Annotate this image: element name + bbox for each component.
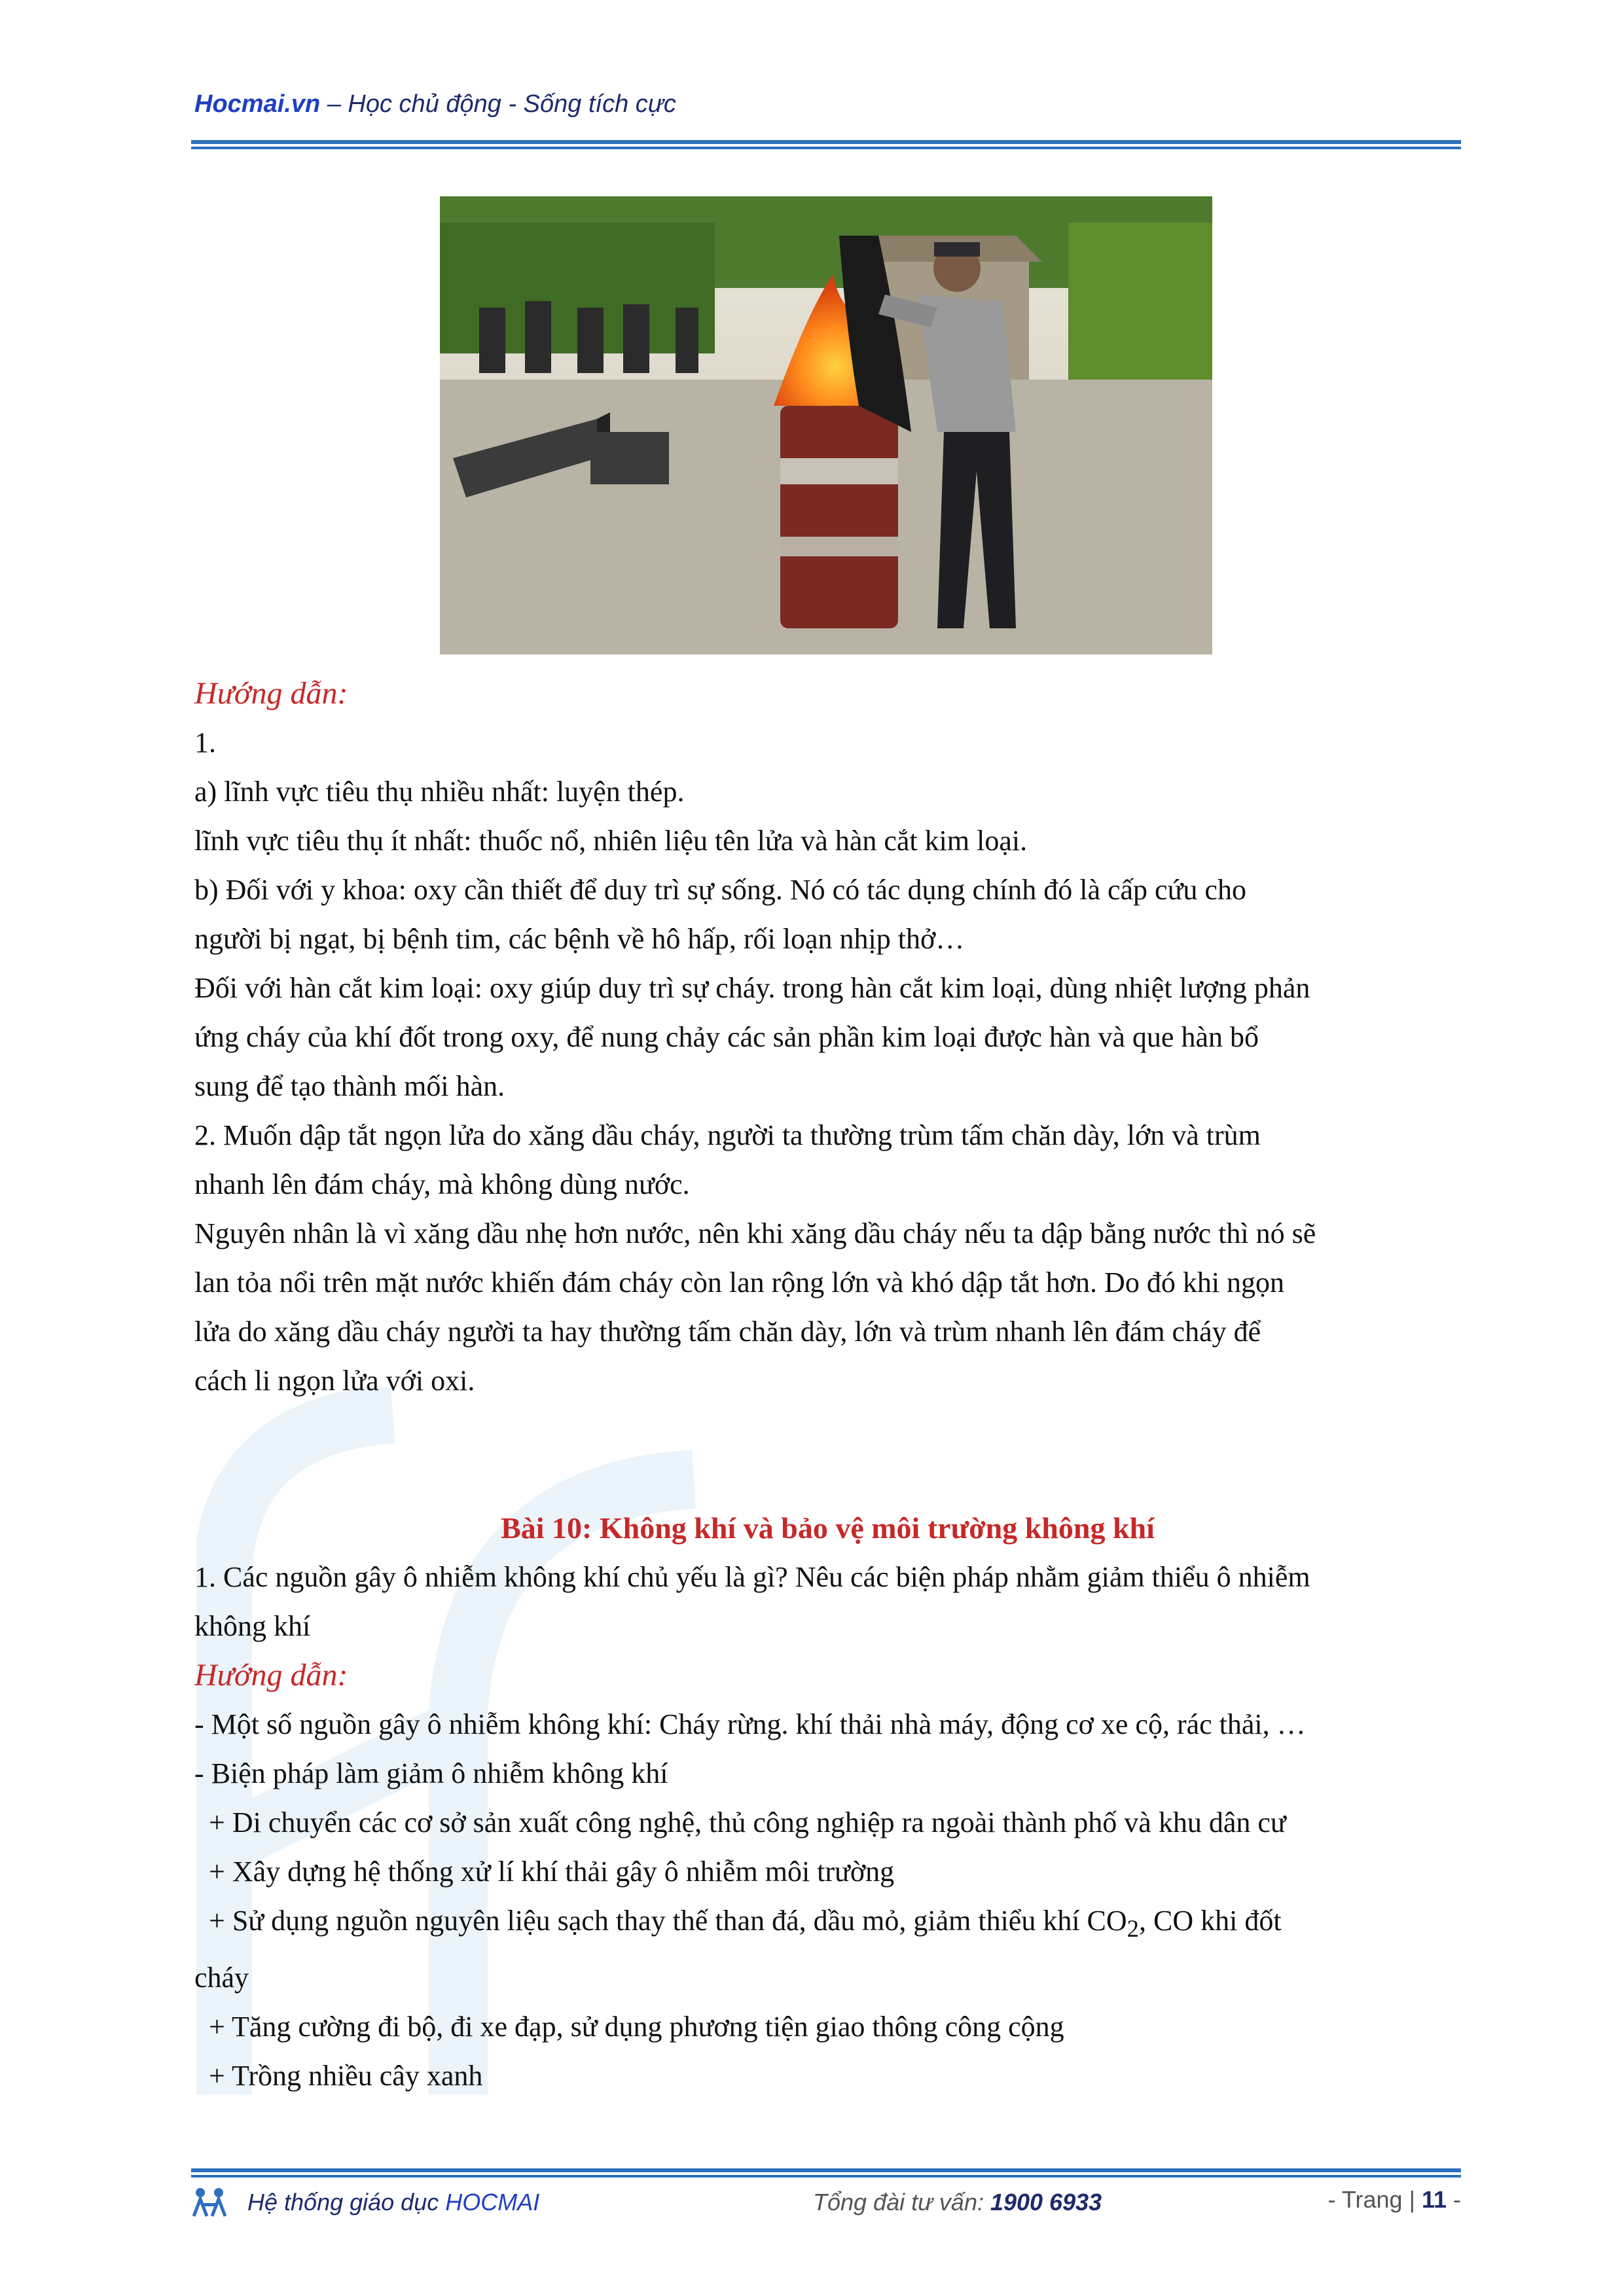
footer-rule-thin [191,2175,1461,2178]
page-header [194,90,676,118]
page-number-pre: - Trang | [1327,2186,1422,2213]
text-line: b) Đối với y khoa: oxy cần thiết để duy trì sự sống. Nó có tác dụng chính đó là cấp cứu cho [194,874,1246,906]
text-line: nhanh lên đám cháy, mà không dùng nước. [194,1168,690,1200]
page-number [1328,2186,1461,2214]
answer-line: + Di chuyển các cơ sở sản xuất công nghệ, thủ công nghiệp ra ngoài thành phố và khu dân cư [209,1806,1286,1839]
footer-hotline-label: Tổng đài tư vấn: [813,2189,990,2215]
page-number-value: 11 [1421,2186,1447,2213]
answer-line: + Trồng nhiều cây xanh [209,2059,483,2092]
text-line: ứng cháy của khí đốt trong oxy, để nung chảy các sản phần kim loại được hàn và que hàn bổ [194,1021,1259,1053]
text-line: lĩnh vực tiêu thụ ít nhất: thuốc nổ, nhiên liệu tên lửa và hàn cắt kim loại. [194,825,1028,857]
guide-label-1: Hướng dẫn: [194,676,348,711]
co2-text-post: , CO khi đốt [1139,1905,1282,1937]
header-rule-thin [191,147,1461,149]
main-content [194,669,1461,2100]
fire-blanket-photo [440,196,1212,655]
text-line: sung để tạo thành mối hàn. [194,1070,505,1102]
question-line: 1. Các nguồn gây ô nhiễm không khí chủ yếu là gì? Nêu các biện pháp nhằm giảm thiểu ô nhiễm [194,1561,1310,1593]
footer-brand: HOCMAI [445,2189,540,2215]
text-line: Nguyên nhân là vì xăng dầu nhẹ hơn nước, nên khi xăng dầu cháy nếu ta dập bằng nước thì nó sẽ [194,1217,1316,1249]
answer-line: - Biện pháp làm giảm ô nhiễm không khí [194,1757,668,1789]
footer-system [247,2189,539,2216]
header-brand: Hocmai.vn [194,90,321,118]
page-footer [191,2183,1461,2223]
header-tagline: – Học chủ động - Sống tích cực [320,90,676,118]
text-line: cách li ngọn lửa với oxi. [194,1365,475,1397]
co2-text-pre: + Sử dụng nguồn nguyên liệu sạch thay thế than đá, dầu mỏ, giảm thiểu khí CO [209,1905,1127,1937]
guide-label-2: Hướng dẫn: [194,1658,348,1693]
text-line: lửa do xăng dầu cháy người ta hay thường tấm chăn dày, lớn và trùm nhanh lên đám cháy để [194,1316,1261,1348]
section-title: Bài 10: Không khí và bảo vệ môi trường không khí [501,1511,1155,1545]
text-line: 2. Muốn dập tắt ngọn lửa do xăng dầu cháy, người ta thường trùm tấm chăn dày, lớn và trùm [194,1119,1261,1151]
hocmai-logo-icon [191,2183,228,2220]
footer-hotline [813,2189,1102,2216]
answer-line: cháy [194,1961,249,1994]
answer-line: - Một số nguồn gây ô nhiễm không khí: Cháy rừng. khí thải nhà máy, động cơ xe cộ, rác thải, … [194,1708,1306,1740]
footer-hotline-number: 1900 6933 [990,2189,1102,2215]
footer-rule [191,2168,1461,2172]
text-line: 1. [194,726,216,759]
page-number-post: - [1447,2186,1461,2213]
answer-line: + Xây dựng hệ thống xử lí khí thải gây ô nhiễm môi trường [209,1856,895,1888]
text-line: lan tỏa nổi trên mặt nước khiến đám cháy còn lan rộng lớn và khó dập tắt hơn. Do đó khi ngọn [194,1266,1285,1299]
header-rule [191,140,1461,144]
answer-line: + Tăng cường đi bộ, đi xe đạp, sử dụng phương tiện giao thông công cộng [209,2010,1064,2043]
question-line: không khí [194,1610,311,1642]
text-line: người bị ngạt, bị bệnh tim, các bệnh về hô hấp, rối loạn nhịp thở… [194,923,965,955]
answer-line-co2 [194,1896,1461,1953]
text-line: a) lĩnh vực tiêu thụ nhiều nhất: luyện thép. [194,776,685,808]
text-line: Đối với hàn cắt kim loại: oxy giúp duy trì sự cháy. trong hàn cắt kim loại, dùng nhiệt lượng phản [194,972,1310,1004]
co2-subscript: 2 [1127,1914,1139,1942]
footer-system-text: Hệ thống giáo dục [247,2189,446,2215]
